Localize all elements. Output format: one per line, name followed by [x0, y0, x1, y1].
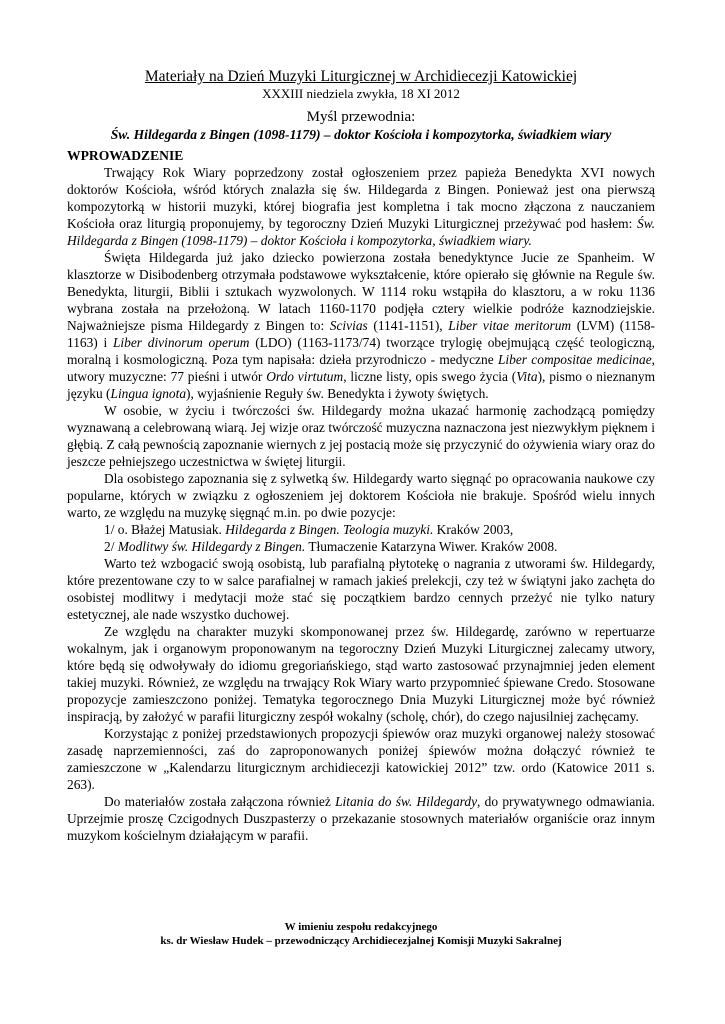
signature-block: [67, 920, 655, 948]
signature-line-1: W imieniu zespołu redakcyjnego: [284, 921, 438, 933]
document-body: [67, 164, 655, 844]
document-page: [67, 68, 655, 844]
paragraph-intro: Trwający Rok Wiary poprzedzony został ogłoszeniem przez papieża Benedykta XVI nowych doktorów Kościoła, wśród których znalazła się św. Hildegarda z Bingen. Ponieważ jest ona pierwszą kompozytorką w historii muzyki, której biografia jest kompletna i tak mocno złączona z nauczaniem Kościoła oraz liturgią proponujemy, by tegoroczny Dzień Muzyki Liturgicznej przeżywać pod hasłem: Św. Hildegarda z Bingen (1098-1179) – doktor Kościoła i kompozytorka, świadkiem wiary.: [67, 165, 655, 248]
paragraph-litany: Do materiałów została załączona również Litania do św. Hildegardy, do prywatywnego odmawiania. Uprzejmie proszę Czcigodnych Duszpasterzy o przekazanie stosownych materiałów organiście oraz innym muzykom kościelnym działającym w parafii.: [67, 794, 655, 843]
theme-heading: Św. Hildegarda z Bingen (1098-1179) – doktor Kościoła i kompozytorka, świadkiem wiary: [110, 127, 612, 142]
paragraph-harmony: W osobie, w życiu i twórczości św. Hildegardy można ukazać harmonię zachodzącą pomiędzy wyznawaną a celebrowaną wiarą. Jej wizje oraz twórczość muzyczna naznaczona jest niezwykłym pięknem i głębią. Z całą pewnością zapoznanie wiernych z jej postacią może się przyczynić do ożywienia wiary oraz do jeszcze pełniejszego uczestnictwa w świętej liturgii.: [67, 403, 655, 469]
paragraph-recordings: Warto też wzbogacić swoją osobistą, lub parafialną płytotekę o nagrania z utworami św. Hildegardy, które prezentowane czy to w salce parafialnej w ramach jakieś prelekcji, czy też w świątyni jako zachęta do osobistej modlitwy i medytacji może stać się początkiem bardzo cennych przeżyć nie tylko natury estetycznej, ale nade wszystko duchowej.: [67, 556, 655, 622]
signature-line-2: ks. dr Wiesław Hudek – przewodniczący Archidiecezjalnej Komisji Muzyki Sakralnej: [160, 935, 562, 947]
paragraph-reading: Dla osobistego zapoznania się z sylwetką św. Hildegardy warto sięgnąć po opracowania naukowe czy popularne, których w związku z ogłoszeniem jej doktorem Kościoła nie brakuje. Spośród wielu innych warto, ze względu na muzykę sięgnąć m.in. po dwie pozycje:: [67, 471, 655, 520]
paragraph-biography: Święta Hildegarda już jako dziecko powierzona została benedyktynce Jucie ze Spanheim. W klasztorze w Disibodenberg otrzymała podstawowe wykształcenie, które opierało się głównie na Regule św. Benedykta, liturgii, Biblii i sztukach wyzwolonych. W 1114 roku wstąpiła do klasztoru, a w roku 1136 wybrana została na przełożoną. W latach 1160-1170 podjęła cztery wielkie podróże kaznodziejskie. Najważniejsze pisma Hildegardy z Bingen to: Scivias (1141-1151), Liber vitae meritorum (LVM) (1158-1163) i Liber divinorum operum (LDO) (1163-1173/74) tworzące trylogię obejmującą część teologiczną, moralną i kosmologiczną. Poza tym napisała: dzieła przyrodniczo - medyczne Liber compositae medicinae, utwory muzyczne: 77 pieśni i utwór Ordo virtutum, liczne listy, opis swego życia (Vita), pismo o nieznanym języku (Lingua ignota), wyjaśnienie Reguły św. Benedykta i żywoty świętych.: [67, 250, 656, 401]
paragraph-alternation: Korzystając z poniżej przedstawionych propozycji śpiewów oraz muzyki organowej należy stosować zasadę naprzemienności, zaś do zaproponowanych poniżej śpiewów można dołączyć również te zamieszczone w „Kalendarzu liturgicznym archidiecezji katowickiej 2012” tzw. ordo (Katowice 2011 s. 263).: [67, 726, 655, 792]
thought-label: Myśl przewodnia:: [306, 109, 416, 125]
section-title: WPROWADZENIE: [67, 148, 184, 163]
paragraph-repertoire: Ze względu na charakter muzyki skomponowanej przez św. Hildegardę, zarówno w repertuarze wokalnym, jak i organowym proponowanym na tegoroczny Dzień Muzyki Liturgicznej zalecamy utwory, które będą się odwoływały do idiomu gregoriańskiego, stąd warto zastosować przynajmniej jeden element takiej muzyki. Również, ze względu na trwający Rok Wiary warto przypomnieć śpiewane Credo. Stosowane propozycje zamieszczono poniżej. Tematyka tegorocznego Dnia Muzyki Liturgicznej może być również inspiracją, by założyć w parafii liturgiczny zespół wokalny (scholę, chór), do czego najusilniej zachęcamy.: [67, 624, 655, 724]
list-item-book-1: 1/ o. Błażej Matusiak. Hildegarda z Bingen. Teologia muzyki. Kraków 2003,: [104, 522, 514, 537]
document-subtitle: XXXIII niedziela zwykła, 18 XI 2012: [262, 86, 460, 101]
document-title: Materiały na Dzień Muzyki Liturgicznej w Archidiecezji Katowickiej: [144, 68, 578, 85]
list-item-book-2: 2/ Modlitwy św. Hildegardy z Bingen. Tłumaczenie Katarzyna Wiwer. Kraków 2008.: [104, 539, 558, 554]
